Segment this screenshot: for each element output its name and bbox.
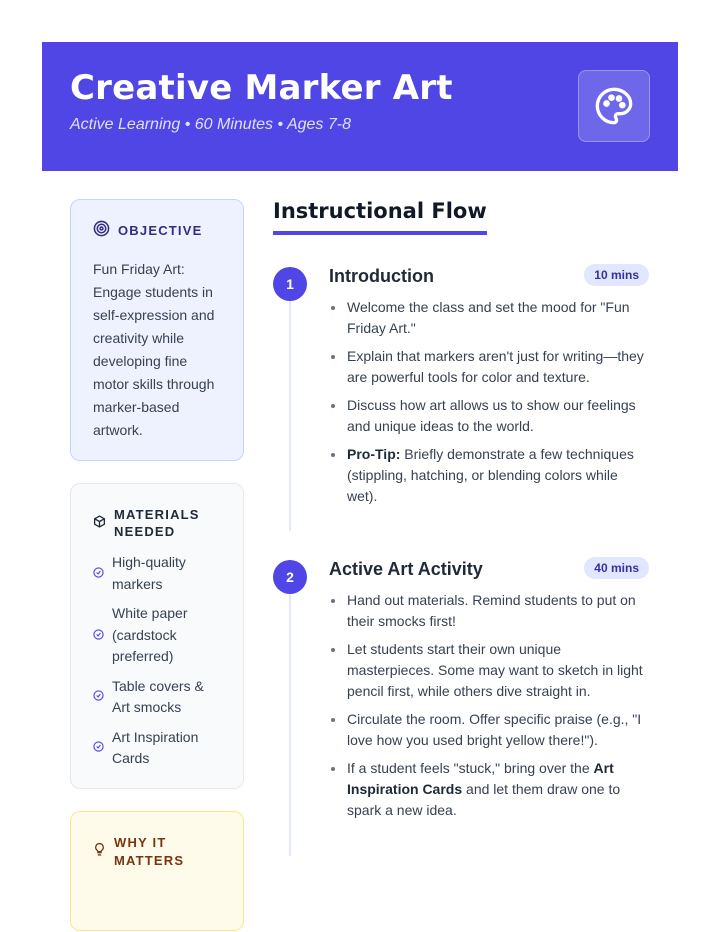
materials-heading: MATERIALS NEEDED	[114, 507, 200, 539]
timeline-connector	[289, 301, 291, 531]
material-label: White paper (cardstock preferred)	[112, 605, 188, 664]
list-item: Welcome the class and set the mood for "Fun Friday Art."	[331, 297, 649, 339]
list-item	[93, 727, 221, 770]
step-number: 2	[273, 560, 307, 594]
list-item: Let students start their own unique masterpieces. Some may want to sketch in light pencil first, while others dive straight in.	[331, 639, 649, 702]
check-circle-icon	[93, 625, 104, 647]
step-bullets	[331, 590, 649, 828]
material-label: Table covers & Art smocks	[112, 677, 204, 715]
check-circle-icon	[93, 686, 104, 708]
lesson-subtitle: Active Learning • 60 Minutes • Ages 7-8	[70, 116, 351, 133]
list-item: Hand out materials. Remind students to put on their smocks first!	[331, 590, 649, 632]
lesson-title: Creative Marker Art	[70, 68, 453, 108]
list-item: Circulate the room. Offer specific praise (e.g., "I love how you used bright yellow there!").	[331, 709, 649, 751]
flow-title: Instructional Flow	[273, 199, 487, 235]
list-item: If a student feels "stuck," bring over the Art Inspiration Cards and let them draw one to spark a new idea.	[331, 758, 649, 821]
material-label: Art Inspiration Cards	[112, 728, 199, 766]
instructional-flow	[273, 199, 653, 818]
step-number: 1	[273, 267, 307, 301]
objective-heading-row	[93, 220, 221, 240]
materials-card	[70, 483, 244, 789]
material-label: High-quality markers	[112, 554, 186, 592]
box-icon	[93, 515, 106, 532]
step-title: Introduction	[329, 266, 434, 286]
target-icon	[93, 220, 110, 240]
lightbulb-icon	[93, 842, 106, 862]
why-heading: WHY IT MATTERS	[114, 835, 185, 868]
check-circle-icon	[93, 737, 104, 759]
list-item: Pro-Tip: Briefly demonstrate a few techniques (stippling, hatching, or blending colors while wet).	[331, 444, 649, 507]
list-item	[93, 603, 221, 668]
timeline-connector	[289, 594, 291, 856]
objective-card	[70, 199, 244, 461]
materials-list	[93, 552, 221, 770]
list-item: Explain that markers aren't just for writing—they are powerful tools for color and texture.	[331, 346, 649, 388]
objective-text: Fun Friday Art: Engage students in self-expression and creativity while developing fine motor skills through marker-based artwork.	[93, 261, 215, 438]
palette-icon	[578, 70, 650, 142]
list-item	[93, 676, 221, 719]
step-title: Active Art Activity	[329, 559, 483, 579]
lesson-header	[42, 42, 678, 171]
materials-heading-row	[93, 506, 221, 540]
objective-heading: OBJECTIVE	[118, 222, 203, 238]
check-circle-icon	[93, 563, 104, 585]
why-it-matters-card	[70, 811, 244, 931]
list-item: Discuss how art allows us to show our feelings and unique ideas to the world.	[331, 395, 649, 437]
step-bullets	[331, 297, 649, 514]
list-item	[93, 552, 221, 595]
duration-badge: 10 mins	[584, 264, 649, 286]
sidebar	[70, 199, 244, 932]
duration-badge: 40 mins	[584, 557, 649, 579]
why-heading-row	[93, 834, 221, 870]
